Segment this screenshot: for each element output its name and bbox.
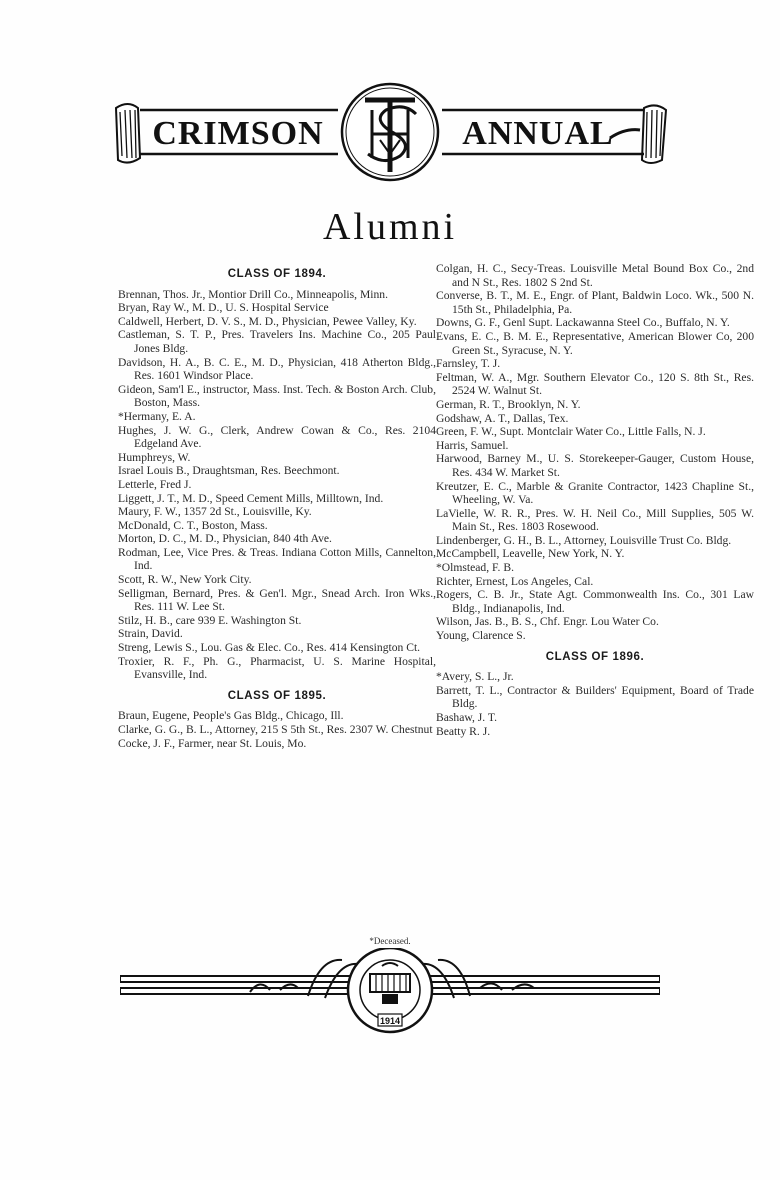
scroll-right-icon xyxy=(642,105,666,163)
alumni-entry: Morton, D. C., M. D., Physician, 840 4th Ave. xyxy=(118,532,332,546)
monogram-emblem xyxy=(342,84,438,180)
alumni-entry: Bashaw, J. T. xyxy=(436,711,497,724)
alumni-entry: Israel Louis B., Draughtsman, Res. Beechmont. xyxy=(118,464,340,478)
alumni-entry: LaVielle, W. R. R., Pres. W. H. Neil Co., Mill Supplies, 505 W. Main St., Res. 1803 Rosewood. xyxy=(436,506,754,534)
alumni-entry: Rodman, Lee, Vice Pres. & Treas. Indiana Cotton Mills, Cannelton, Ind. xyxy=(118,545,436,573)
school-seal-icon xyxy=(348,948,432,1032)
alumni-entry: Brennan, Thos. Jr., Montior Drill Co., Minneapolis, Minn. xyxy=(118,287,388,301)
section-heading: CLASS OF 1896. xyxy=(545,650,645,663)
right-column xyxy=(436,262,754,738)
scroll-left-icon xyxy=(116,104,140,163)
alumni-entry: Barrett, T. L., Contractor & Builders' Equipment, Board of Trade Bldg. xyxy=(436,683,754,711)
alumni-entry: McCampbell, Leavelle, New York, N. Y. xyxy=(436,547,625,561)
alumni-entry: Selligman, Bernard, Pres. & Gen'l. Mgr., Snead Arch. Iron Wks., Res. 111 W. Lee St. xyxy=(118,586,436,614)
alumni-entry: Harris, Samuel. xyxy=(436,438,509,452)
alumni-entry: Downs, G. F., Genl Supt. Lackawanna Steel Co., Buffalo, N. Y. xyxy=(436,316,730,330)
alumni-entry: *Hermany, E. A. xyxy=(118,409,196,423)
alumni-entry: Lindenberger, G. H., B. L., Attorney, Louisville Trust Co. Bldg. xyxy=(436,533,732,547)
alumni-entry: Green, F. W., Supt. Montclair Water Co., Little Falls, N. J. xyxy=(436,425,706,439)
crimson-annual-banner xyxy=(110,80,670,190)
alumni-entry: Godshaw, A. T., Dallas, Tex. xyxy=(436,411,569,425)
alumni-entry: Farnsley, T. J. xyxy=(436,357,501,371)
alumni-entry: Castleman, S. T. P., Pres. Travelers Ins. Machine Co., 205 Paul Jones Bldg. xyxy=(118,328,436,355)
banner-left-word: CRIMSON xyxy=(152,115,324,152)
alumni-entry: Letterle, Fred J. xyxy=(118,477,192,491)
alumni-entry: Young, Clarence S. xyxy=(436,629,526,643)
alumni-entry: Richter, Ernest, Los Angeles, Cal. xyxy=(436,574,594,588)
alumni-list-1895-continued xyxy=(436,262,754,643)
alumni-entry: Colgan, H. C., Secy-Treas. Louisville Metal Bound Box Co., 2nd and N St., Res. 1802 S 2nd St. xyxy=(436,262,754,289)
alumni-entry: Rogers, C. B. Jr., State Agt. Commonwealth Ins. Co., 301 Law Bldg., Indianapolis, Ind. xyxy=(436,588,754,615)
alumni-entry: Wilson, Jas. B., B. S., Chf. Engr. Lou Water Co. xyxy=(436,615,659,629)
section-heading: CLASS OF 1894. xyxy=(227,268,327,280)
seal-year: 1914 xyxy=(379,1016,401,1026)
footer-ornament xyxy=(120,948,660,1038)
alumni-entry: Converse, B. T., M. E., Engr. of Plant, Baldwin Loco. Wk., 500 N. 15th St., Philadelphia, Pa. xyxy=(436,289,754,316)
left-column xyxy=(118,262,436,750)
alumni-entry: Humphreys, W. xyxy=(118,450,191,464)
alumni-entry: Strain, David. xyxy=(118,627,183,641)
alumni-entry: Scott, R. W., New York City. xyxy=(118,573,252,587)
alumni-list-1894 xyxy=(118,288,436,682)
alumni-entry: Braun, Eugene, People's Gas Bldg., Chicago, Ill. xyxy=(118,709,344,723)
alumni-entry: McDonald, C. T., Boston, Mass. xyxy=(118,518,268,532)
alumni-entry: Troxier, R. F., Ph. G., Pharmacist, U. S. Marine Hospital, Evansville, Ind. xyxy=(118,654,436,682)
section-heading: CLASS OF 1895. xyxy=(227,689,327,702)
footnote-deceased: *Deceased. xyxy=(369,936,411,946)
alumni-entry: Feltman, W. A., Mgr. Southern Elevator Co., 120 S. 8th St., Res. 2524 W. Walnut St. xyxy=(436,370,754,398)
alumni-entry: Beatty R. J. xyxy=(436,724,491,738)
alumni-entry: Maury, F. W., 1357 2d St., Louisville, Ky. xyxy=(118,505,312,519)
banner-right-word: ANNUAL xyxy=(462,115,614,152)
alumni-entry: Harwood, Barney M., U. S. Storekeeper-Gauger, Custom House, Res. 434 W. Market St. xyxy=(436,452,754,479)
alumni-list-1895 xyxy=(118,709,436,750)
alumni-entry: Hughes, J. W. G., Clerk, Andrew Cowan & Co., Res. 2104 Edgeland Ave. xyxy=(118,423,436,451)
alumni-entry: Streng, Lewis S., Lou. Gas & Elec. Co., Res. 414 Kensington Ct. xyxy=(118,641,421,655)
alumni-entry: *Olmstead, F. B. xyxy=(436,561,514,575)
alumni-entry: *Avery, S. L., Jr. xyxy=(436,670,514,684)
alumni-entry: Clarke, G. G., B. L., Attorney, 215 S 5th St., Res. 2307 W. Chestnut xyxy=(118,723,433,736)
alumni-entry: Evans, E. C., B. M. E., Representative, American Blower Co, 200 Green St., Syracuse, N. Y. xyxy=(436,329,754,357)
alumni-list-1896 xyxy=(436,670,754,738)
alumni-entry: Gideon, Sam'l E., instructor, Mass. Inst. Tech. & Boston Arch. Club, Boston, Mass. xyxy=(118,382,436,410)
alumni-entry: German, R. T., Brooklyn, N. Y. xyxy=(436,397,581,411)
alumni-entry: Liggett, J. T., M. D., Speed Cement Mills, Milltown, Ind. xyxy=(118,491,384,505)
alumni-entry: Stilz, H. B., care 939 E. Washington St. xyxy=(118,613,302,627)
page-title: Alumni xyxy=(322,206,458,248)
alumni-entry: Cocke, J. F., Farmer, near St. Louis, Mo. xyxy=(118,736,307,750)
alumni-entry: Bryan, Ray W., M. D., U. S. Hospital Service xyxy=(118,301,329,315)
alumni-entry: Davidson, H. A., B. C. E., M. D., Physician, 418 Atherton Bldg., Res. 1601 Windsor Place. xyxy=(118,355,436,383)
alumni-entry: Kreutzer, E. C., Marble & Granite Contractor, 1423 Chapline St., Wheeling, W. Va. xyxy=(436,479,754,507)
alumni-entry: Caldwell, Herbert, D. V. S., M. D., Physician, Pewee Valley, Ky. xyxy=(118,314,417,328)
